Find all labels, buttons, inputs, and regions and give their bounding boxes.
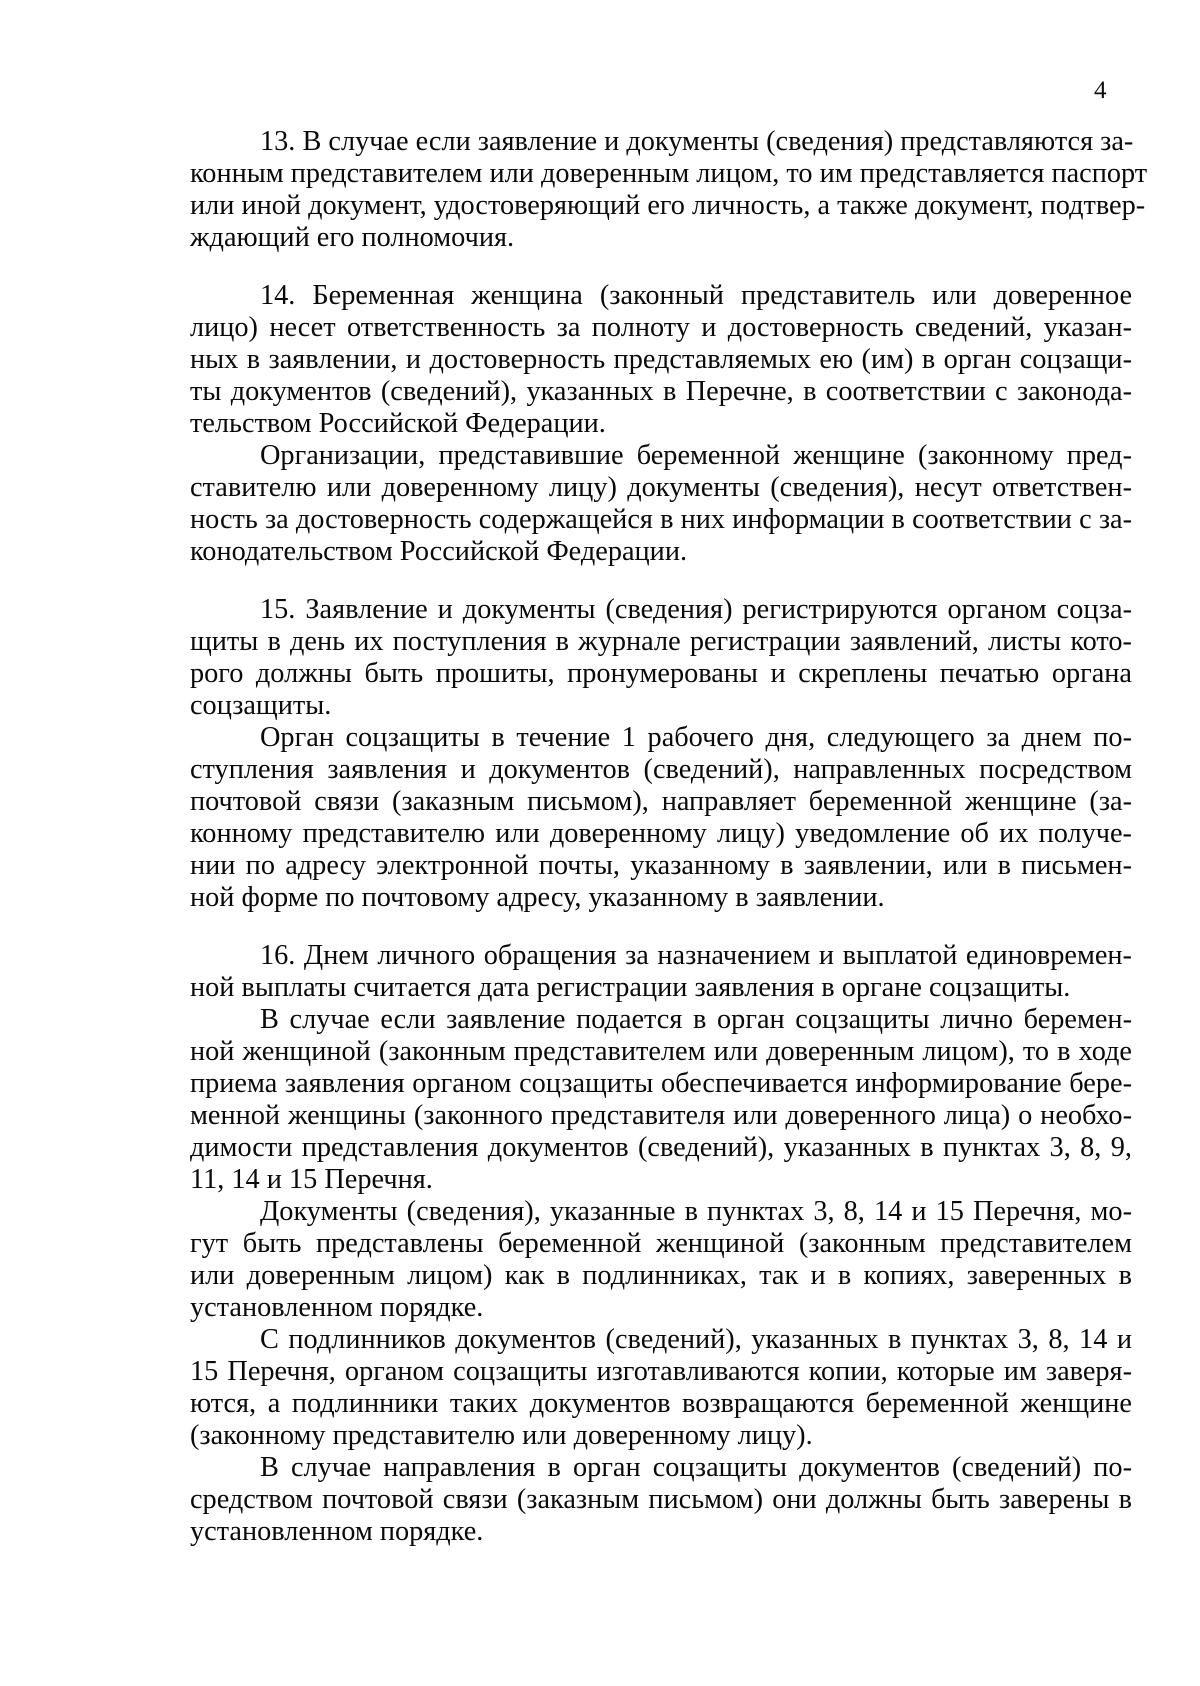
text-line: С подлинников документов (сведений), указанных в пунктах 3, 8, 14 и	[260, 1324, 1132, 1355]
text-line: или иной документ, удостоверяющий его личность, а также документ, подтвер-	[190, 190, 1146, 221]
text-line: менной женщины (законного представителя или доверенного лица) о необхо-	[190, 1100, 1132, 1131]
text-line: ных в заявлении, и достоверность представляемых ею (им) в орган соцзащи-	[190, 344, 1132, 375]
text-line: лицо) несет ответственность за полноту и достоверность сведений, указан-	[190, 312, 1132, 343]
text-line: 15. Заявление и документы (сведения) регистрируются органом соцза-	[260, 594, 1132, 625]
text-line: ной выплаты считается дата регистрации заявления в органе соцзащиты.	[190, 972, 1071, 1003]
text-line: почтовой связи (заказным письмом), направляет беременной женщине (за-	[190, 786, 1132, 817]
text-line: ставителю или доверенному лицу) документы (сведения), несут ответствен-	[190, 472, 1132, 503]
text-line: конным представителем или доверенным лицом, то им представляется паспорт	[190, 158, 1148, 189]
text-line: конному представителю или доверенному лицу) уведомление об их получе-	[190, 818, 1132, 849]
paragraph-gap	[190, 254, 1132, 280]
paragraph-14	[190, 280, 1132, 440]
paragraph-15	[190, 594, 1132, 722]
text-line: соцзащиты.	[190, 690, 332, 721]
text-line: Орган соцзащиты в течение 1 рабочего дня, следующего за днем по-	[260, 722, 1132, 753]
text-line: ной форме по почтовому адресу, указанному в заявлении.	[190, 882, 885, 913]
text-line: 16. Днем личного обращения за назначением и выплатой единовремен-	[260, 940, 1132, 971]
page-number: 4	[1094, 77, 1107, 104]
text-line: (законному представителю или доверенному лицу).	[190, 1420, 813, 1451]
text-line: В случае если заявление подается в орган соцзащиты лично беремен-	[260, 1004, 1132, 1035]
paragraph-gap	[190, 914, 1132, 940]
paragraph-13	[190, 126, 1148, 254]
paragraph-16-documents	[190, 1196, 1132, 1324]
text-line: гут быть представлены беременной женщиной (законным представителем	[190, 1228, 1132, 1259]
text-line: установленном порядке.	[190, 1516, 484, 1547]
paragraph-14-organizations	[190, 440, 1132, 568]
paragraph-16-personal-submission	[190, 1004, 1132, 1196]
text-line: 13. В случае если заявление и документы (сведения) представляются за-	[260, 126, 1134, 157]
text-line: димости представления документов (сведений), указанных в пунктах 3, 8, 9,	[190, 1132, 1132, 1163]
document-body	[190, 126, 1148, 1548]
text-line: тельством Российской Федерации.	[190, 408, 606, 439]
text-line: щиты в день их поступления в журнале регистрации заявлений, листы кото-	[190, 626, 1132, 657]
text-line: ты документов (сведений), указанных в Перечне, в соответствии с законода-	[190, 376, 1132, 407]
text-line: или доверенным лицом) как в подлинниках, так и в копиях, заверенных в	[190, 1260, 1132, 1291]
text-line: приема заявления органом соцзащиты обеспечивается информирование бере-	[190, 1068, 1132, 1099]
text-line: ждающий его полномочия.	[190, 222, 515, 253]
text-line: нии по адресу электронной почты, указанному в заявлении, или в письмен-	[190, 850, 1132, 881]
paragraph-16	[190, 940, 1132, 1004]
text-line: Документы (сведения), указанные в пунктах 3, 8, 14 и 15 Перечня, мо-	[260, 1196, 1132, 1227]
paragraph-15-notification	[190, 722, 1132, 914]
text-line: 15 Перечня, органом соцзащиты изготавливаются копии, которые им заверя-	[190, 1356, 1132, 1387]
text-line: ются, а подлинники таких документов возвращаются беременной женщине	[190, 1388, 1132, 1419]
text-line: В случае направления в орган соцзащиты документов (сведений) по-	[260, 1452, 1132, 1483]
paragraph-16-postal	[190, 1452, 1132, 1548]
text-line: конодательством Российской Федерации.	[190, 536, 688, 567]
text-line: Организации, представившие беременной женщине (законному пред-	[260, 440, 1132, 471]
text-line: установленном порядке.	[190, 1292, 484, 1323]
paragraph-gap	[190, 568, 1132, 594]
text-line: средством почтовой связи (заказным письмом) они должны быть заверены в	[190, 1484, 1132, 1515]
text-line: 14. Беременная женщина (законный представитель или доверенное	[260, 280, 1132, 311]
text-line: ступления заявления и документов (сведений), направленных посредством	[190, 754, 1132, 785]
text-line: рого должны быть прошиты, пронумерованы и скреплены печатью органа	[190, 658, 1132, 689]
paragraph-16-originals	[190, 1324, 1132, 1452]
text-line: ной женщиной (законным представителем или доверенным лицом), то в ходе	[190, 1036, 1132, 1067]
text-line: ность за достоверность содержащейся в них информации в соответствии с за-	[190, 504, 1132, 535]
text-line: 11, 14 и 15 Перечня.	[190, 1164, 433, 1195]
